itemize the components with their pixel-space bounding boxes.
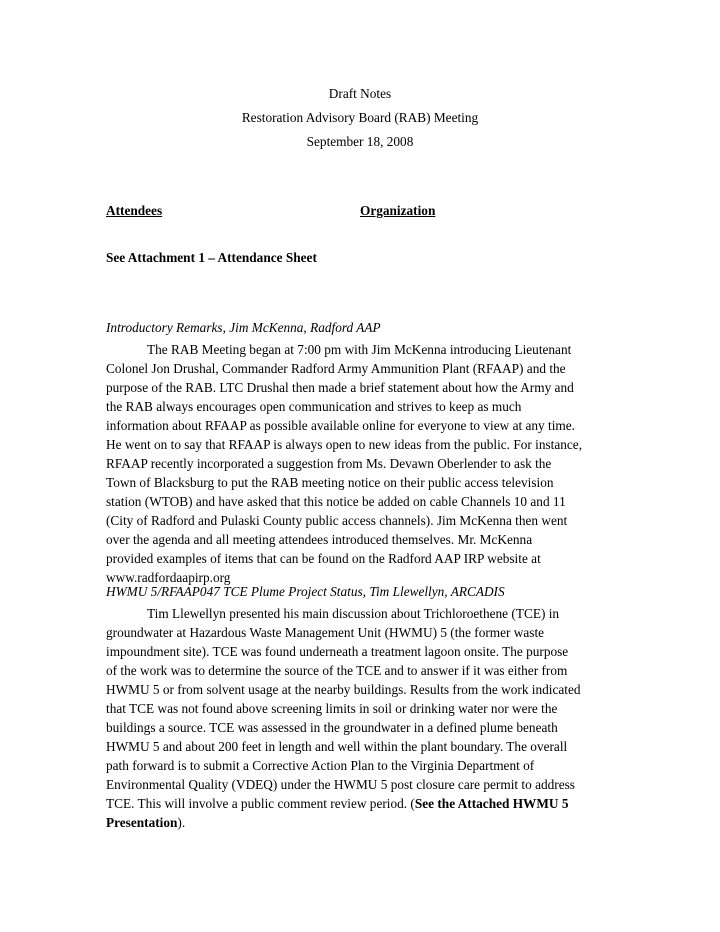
document-title: Draft Notes xyxy=(328,86,392,101)
paragraph-line: that TCE was not found above screening limits in soil or drinking water nor were the xyxy=(106,701,558,716)
paragraph-line: impoundment site). TCE was found underneath a treatment lagoon onsite. The purpose xyxy=(106,644,569,659)
section-body-introductory-remarks xyxy=(106,340,614,587)
paragraph-line xyxy=(106,794,614,813)
paragraph-line: Town of Blacksburg to put the RAB meeting notice on their public access television xyxy=(106,475,554,490)
paragraph-line-text: TCE. This will involve a public comment review period. ( xyxy=(106,796,415,811)
paragraph-line: of the work was to determine the source of the TCE and to answer if it was either from xyxy=(106,663,568,678)
paragraph-line: over the agenda and all meeting attendees introduced themselves. Mr. McKenna xyxy=(106,532,533,547)
paragraph-line: The RAB Meeting began at 7:00 pm with Jim McKenna introducing Lieutenant xyxy=(147,342,572,357)
section-heading-introductory-remarks: Introductory Remarks, Jim McKenna, Radford AAP xyxy=(106,320,381,335)
meeting-name: Restoration Advisory Board (RAB) Meeting xyxy=(241,110,479,125)
paragraph-line: HWMU 5 or from solvent usage at the nearby buildings. Results from the work indicated xyxy=(106,682,581,697)
paragraph-line xyxy=(106,813,614,832)
presentation-reference: See the Attached HWMU 5 xyxy=(414,796,569,811)
section-heading-hwmu5-status: HWMU 5/RFAAP047 TCE Plume Project Status, Tim Llewellyn, ARCADIS xyxy=(106,584,505,599)
paragraph-line: HWMU 5 and about 200 feet in length and well within the plant boundary. The overall xyxy=(106,739,568,754)
paragraph-line: the RAB always encourages open communication and strives to keep as much xyxy=(106,399,522,414)
paragraph-line: He went on to say that RFAAP is always open to new ideas from the public. For instance, xyxy=(106,437,583,452)
paragraph-line: Colonel Jon Drushal, Commander Radford Army Ammunition Plant (RFAAP) and the xyxy=(106,361,566,376)
attendees-heading: Attendees xyxy=(106,203,163,218)
section-body-hwmu5-status xyxy=(106,604,614,832)
paragraph-line: (City of Radford and Pulaski County public access channels). Jim McKenna then went xyxy=(106,513,568,528)
presentation-reference-continued: Presentation xyxy=(106,815,178,830)
attachment-note: See Attachment 1 – Attendance Sheet xyxy=(106,250,317,265)
website-url: www.radfordaapirp.org xyxy=(106,570,231,585)
paragraph-line: RFAAP recently incorporated a suggestion from Ms. Devawn Oberlender to ask the xyxy=(106,456,552,471)
paragraph-line: Tim Llewellyn presented his main discussion about Trichloroethene (TCE) in xyxy=(147,606,560,621)
paragraph-line: station (WTOB) and have asked that this notice be added on cable Channels 10 and 11 xyxy=(106,494,566,509)
organization-heading: Organization xyxy=(360,203,436,218)
paragraph-line: Environmental Quality (VDEQ) under the HWMU 5 post closure care permit to address xyxy=(106,777,575,792)
paragraph-line: buildings a source. TCE was assessed in the groundwater in a defined plume beneath xyxy=(106,720,558,735)
paragraph-line: purpose of the RAB. LTC Drushal then made a brief statement about how the Army and xyxy=(106,380,574,395)
paragraph-line: groundwater at Hazardous Waste Management Unit (HWMU) 5 (the former waste xyxy=(106,625,545,640)
paragraph-line: information about RFAAP as possible available online for everyone to view at any time. xyxy=(106,418,575,433)
closing-punctuation: ). xyxy=(177,815,186,830)
meeting-date: September 18, 2008 xyxy=(306,134,414,149)
paragraph-line: path forward is to submit a Corrective Action Plan to the Virginia Department of xyxy=(106,758,535,773)
paragraph-line: provided examples of items that can be found on the Radford AAP IRP website at xyxy=(106,551,541,566)
